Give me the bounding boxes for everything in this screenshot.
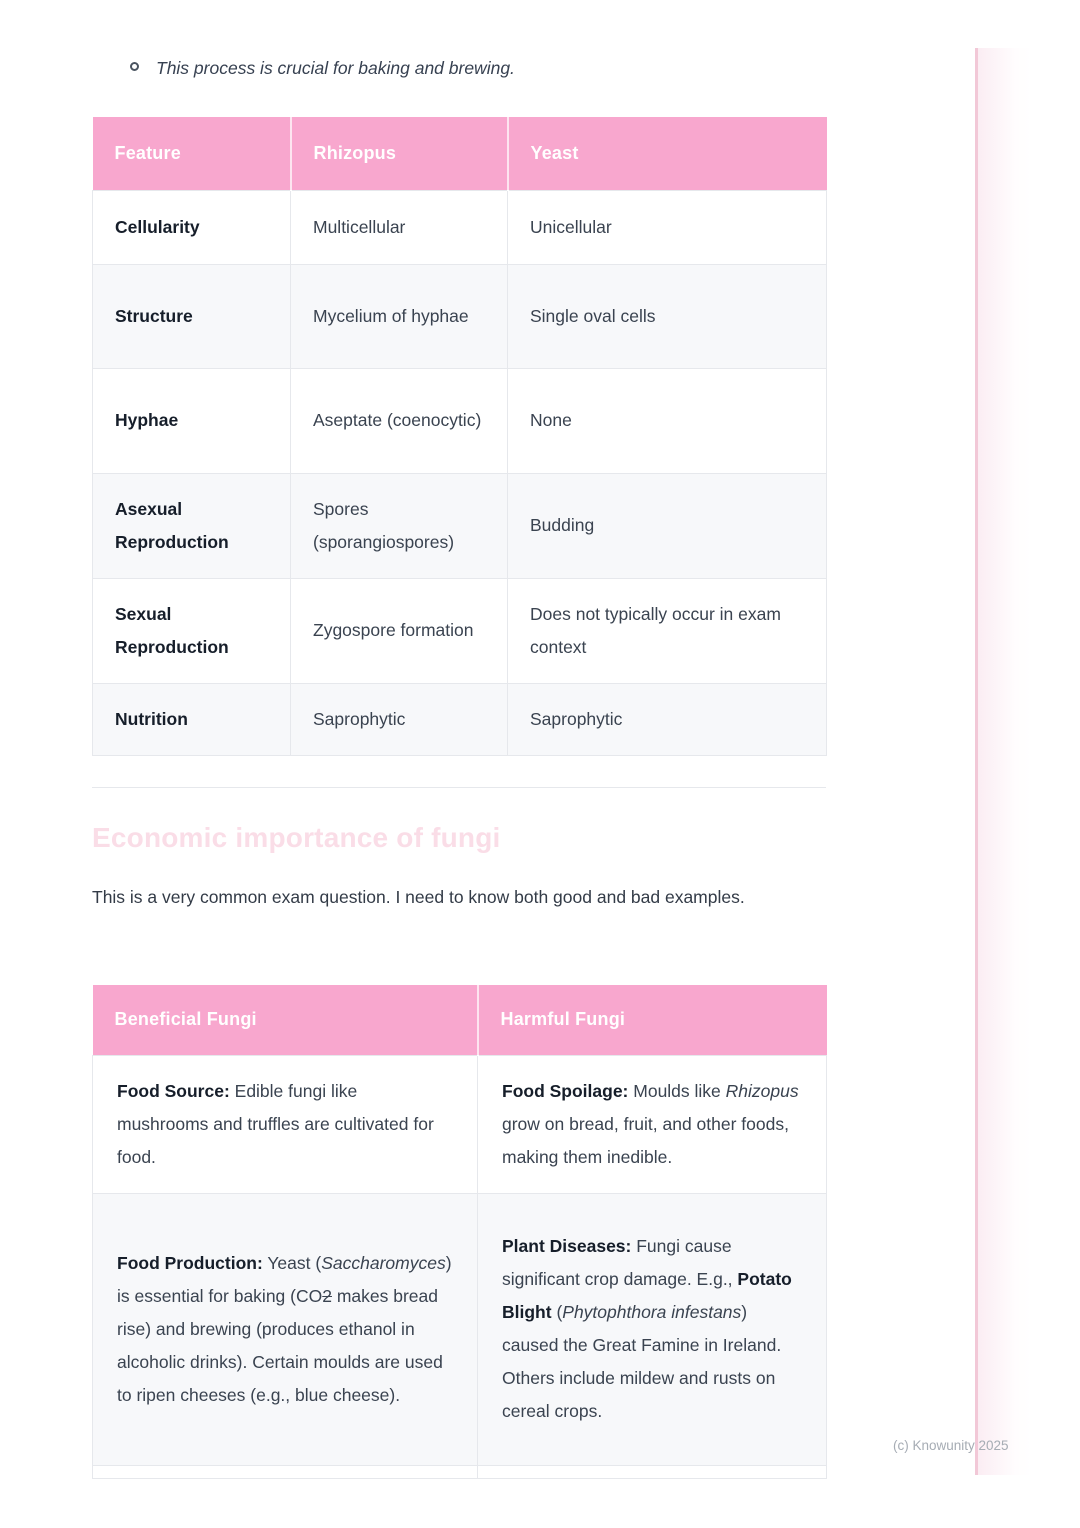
bullet-note (130, 56, 515, 80)
table-row (93, 683, 827, 755)
column-header: Yeast (508, 117, 827, 190)
text-segment: grow on bread, fruit, and other foods, making them inedible. (502, 1113, 789, 1167)
feature-cell: Asexual Reproduction (93, 473, 291, 578)
table-row (93, 264, 827, 368)
table-cell (478, 1465, 827, 1478)
table-header-row (93, 117, 827, 190)
column-header: Rhizopus (291, 117, 508, 190)
fungi-comparison-table (92, 117, 827, 756)
page-edge-wash (978, 48, 1032, 1475)
table-row (93, 1193, 827, 1465)
column-header: Beneficial Fungi (93, 985, 478, 1055)
feature-cell: Cellularity (93, 190, 291, 264)
table-cell: Budding (508, 473, 827, 578)
text-segment: Fungi cause significant crop damage. E.g., (502, 1236, 738, 1289)
table-cell (93, 1193, 478, 1465)
table-cell: Aseptate (coenocytic) (291, 368, 508, 473)
section-heading: Economic importance of fungi (92, 822, 501, 853)
table-cell: Saprophytic (508, 683, 827, 755)
column-header: Harmful Fungi (478, 985, 827, 1055)
feature-cell: Hyphae (93, 368, 291, 473)
table-cell (478, 1055, 827, 1193)
text-segment: Yeast ( (262, 1252, 322, 1273)
text-segment: 2 (322, 1285, 332, 1306)
copyright-watermark: (c) Knowunity 2025 (893, 1438, 1009, 1453)
table-cell: None (508, 368, 827, 473)
text-segment: Food Production: (117, 1252, 263, 1273)
section-divider (92, 787, 826, 788)
table-cell (93, 1465, 478, 1478)
table-cell (93, 1055, 478, 1193)
table-cell: Unicellular (508, 190, 827, 264)
text-segment: Edible fungi like mushrooms and truffles are cultivated for food. (117, 1080, 434, 1167)
bullet-note-text: This process is crucial for baking and brewing. (156, 58, 515, 78)
page-edge-stripe (975, 48, 978, 1475)
economic-importance-table (92, 985, 827, 1479)
column-header: Feature (93, 117, 291, 190)
table-cell: Multicellular (291, 190, 508, 264)
table-row (93, 1465, 827, 1478)
table-cell: Saprophytic (291, 683, 508, 755)
feature-cell: Structure (93, 264, 291, 368)
text-segment: ) caused the Great Famine in Ireland. Others include mildew and rusts on cereal crops. (502, 1302, 782, 1421)
text-segment: Food Spoilage: (502, 1080, 629, 1101)
table-row (93, 578, 827, 683)
table-row (93, 368, 827, 473)
section-intro: This is a very common exam question. I need to know both good and bad examples. (92, 887, 745, 907)
table-header-row (93, 985, 827, 1055)
table-cell: Does not typically occur in exam context (508, 578, 827, 683)
text-segment: Rhizopus (725, 1080, 799, 1101)
table-cell: Single oval cells (508, 264, 827, 368)
feature-cell: Sexual Reproduction (93, 578, 291, 683)
table-cell: Spores (sporangiospores) (291, 473, 508, 578)
text-segment: Food Source: (117, 1080, 230, 1101)
table-cell (478, 1193, 827, 1465)
table-row (93, 473, 827, 578)
text-segment: Plant Diseases: (502, 1236, 632, 1256)
text-segment: Moulds like (628, 1080, 726, 1101)
text-segment: Saccharomyces (321, 1252, 446, 1273)
text-segment: ( (551, 1302, 563, 1322)
text-segment: makes bread rise) and brewing (produces ethanol in alcoholic drinks). Certain moulds are used to ripen cheeses (e.g., blue cheese). (117, 1285, 443, 1405)
table-cell: Zygospore formation (291, 578, 508, 683)
table-row (93, 190, 827, 264)
bullet-circle-icon (130, 62, 139, 71)
feature-cell: Nutrition (93, 683, 291, 755)
text-segment: ) is essential for baking (CO (117, 1252, 452, 1306)
text-segment: Potato Blight (502, 1269, 792, 1322)
table-cell: Mycelium of hyphae (291, 264, 508, 368)
table-row (93, 1055, 827, 1193)
text-segment: Phytophthora infestans (562, 1302, 742, 1322)
